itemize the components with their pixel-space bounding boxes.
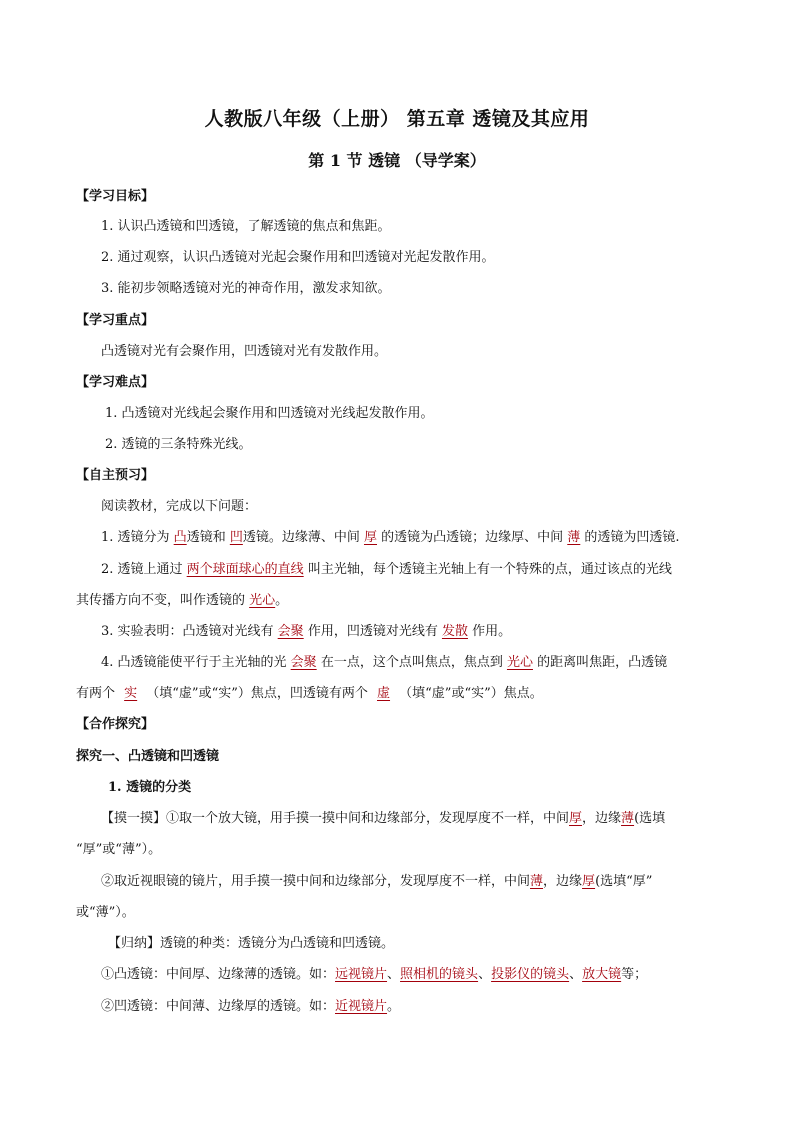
goal-item: 1. 认识凸透镜和凹透镜，了解透镜的焦点和焦距。 [101,219,391,234]
answer-blank: 厚 [582,874,596,889]
question-text: 其传播方向不变，叫作透镜的 [76,593,250,608]
answer-blank: 远视镜片 [335,967,388,982]
question-text: 透镜和 [186,530,230,545]
activity-text: ②取近视眼镜的镜片，用手摸一摸中间和边缘部分，发现厚度不一样，中间 [101,874,531,889]
preview-question-2-cont [76,592,288,610]
answer-blank: 投影仪的镜头 [491,967,570,982]
page-subtitle: 第 1 节 透镜 （导学案） [308,151,486,170]
question-text: 作用，凹透镜对光线有 [303,624,442,639]
answer-blank: 光心 [249,593,276,608]
difficulty-item: 1. 凸透镜对光线起会聚作用和凹透镜对光线起发散作用。 [105,406,434,421]
question-text: 叫主光轴，每个透镜主光轴上有一个特殊的点，通过该点的光线 [303,562,672,577]
goals-heading: 【学习目标】 [76,189,155,204]
question-text: 的距离叫焦距，凸透镜 [532,655,668,670]
goal-item: 3. 能初步领略透镜对光的神奇作用，激发求知欲。 [101,281,391,296]
answer-blank: 光心 [506,655,533,670]
question-text: （填“虚”或“实”）焦点，凹透镜有两个 [142,686,373,701]
subsection-heading: 1. 透镜的分类 [108,780,192,795]
question-text: （填“虚”或“实”）焦点。 [395,686,543,701]
summary-text: 等； [621,967,648,982]
question-text: 透镜。边缘薄、中间 [242,530,364,545]
answer-blank: 会聚 [277,624,304,639]
preview-question-2 [101,561,672,579]
key-points-text: 凸透镜对光有会聚作用，凹透镜对光有发散作用。 [101,344,388,359]
touch-activity-2-cont: 或“薄”）。 [76,905,135,920]
summary-text: ②凹透镜：中间薄、边缘厚的透镜。如： [101,999,336,1014]
answer-blank: 虚 [377,686,391,701]
section-heading: 探究一、凸透镜和凹透镜 [76,749,220,764]
question-text: 的透镜为凸透镜；边缘厚、中间 [377,530,568,545]
answer-blank: 照相机的镜头 [400,967,479,982]
answer-blank: 会聚 [290,655,317,670]
convex-lens-examples [101,966,647,984]
goal-item: 2. 通过观察，认识凸透镜对光起会聚作用和凹透镜对光起发散作用。 [101,250,495,265]
preview-heading: 【自主预习】 [76,468,155,483]
answer-blank: 厚 [363,530,377,545]
preview-question-4-cont [76,685,543,703]
separator: 、 [387,967,401,982]
activity-text: ，边缘 [543,874,583,889]
question-text: 作用。 [467,624,512,639]
key-points-heading: 【学习重点】 [76,313,155,328]
answer-blank: 薄 [567,530,581,545]
answer-blank: 薄 [530,874,544,889]
answer-blank: 两个球面球心的直线 [186,562,304,577]
separator: 、 [569,967,583,982]
answer-blank: 凹 [229,530,243,545]
difficulties-heading: 【学习难点】 [76,375,155,390]
activity-text: ，边缘 [582,811,622,826]
answer-blank: 放大镜 [582,967,622,982]
question-text: 。 [275,593,289,608]
answer-blank: 凸 [173,530,187,545]
separator: 、 [478,967,492,982]
question-text: 有两个 [76,686,120,701]
question-text: 1. 透镜分为 [101,530,174,545]
question-text: 4. 凸透镜能使平行于主光轴的光 [101,655,291,670]
preview-question-1 [101,529,680,547]
difficulty-item: 2. 透镜的三条特殊光线。 [105,437,252,452]
preview-question-3 [101,623,511,641]
summary-text: 。 [387,999,401,1014]
question-text: 2. 透镜上通过 [101,562,187,577]
activity-text: (选填 [634,811,666,826]
question-text: 在一点，这个点叫焦点，焦点到 [316,655,507,670]
question-text: 的透镜为凹透镜. [580,530,680,545]
preview-intro: 阅读教材，完成以下问题： [101,499,258,514]
summary-text: ①凸透镜：中间厚、边缘薄的透镜。如： [101,967,336,982]
answer-blank: 发散 [441,624,468,639]
page-title: 人教版八年级（上册） 第五章 透镜及其应用 [204,108,590,130]
answer-blank: 近视镜片 [335,999,388,1014]
summary-text: 【归纳】透镜的种类：透镜分为凸透镜和凹透镜。 [108,936,395,951]
question-text: 3. 实验表明：凸透镜对光线有 [101,624,278,639]
activity-text: (选填“厚” [595,874,653,889]
touch-activity-1 [101,810,665,828]
answer-blank: 薄 [621,811,635,826]
cooperation-heading: 【合作探究】 [76,717,155,732]
touch-activity-1-cont: “厚”或“薄”）。 [76,842,162,857]
preview-question-4 [101,654,667,672]
answer-blank: 厚 [569,811,583,826]
activity-text: 【摸一摸】①取一个放大镜，用手摸一摸中间和边缘部分，发现厚度不一样，中间 [101,811,570,826]
answer-blank: 实 [124,686,138,701]
touch-activity-2 [101,873,652,891]
concave-lens-examples [101,998,400,1016]
